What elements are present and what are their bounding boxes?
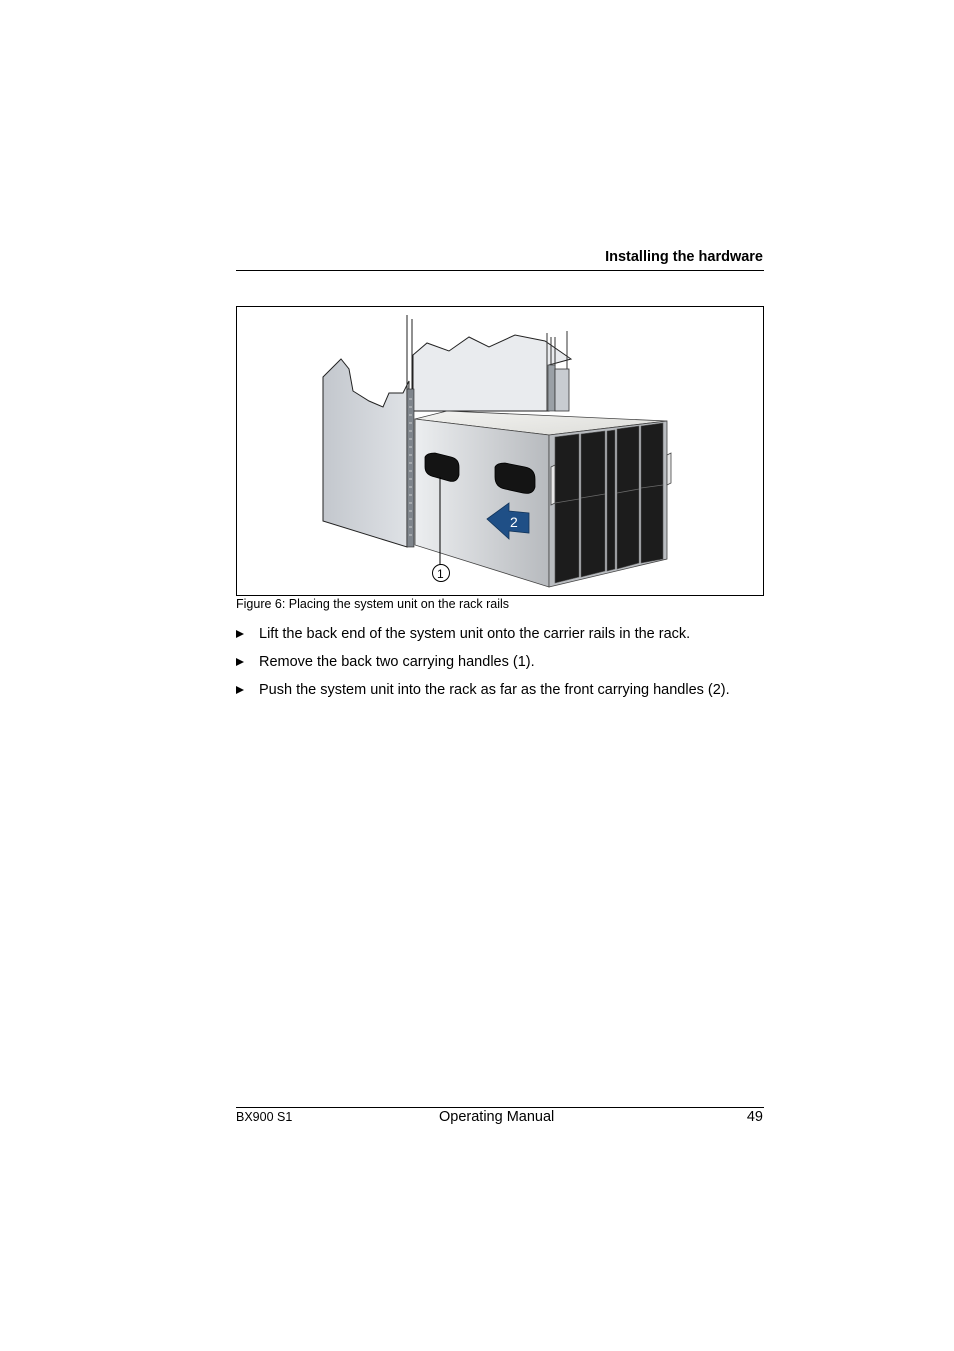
bullet-triangle-icon: [236, 658, 244, 666]
instruction-step: [236, 625, 776, 653]
bullet-triangle-icon: [236, 630, 244, 638]
instruction-step-text: Remove the back two carrying handles (1).: [259, 654, 535, 670]
footer-doc-title: Operating Manual: [439, 1109, 555, 1125]
rack-side-panel: [323, 359, 409, 547]
figure-frame: [236, 306, 764, 596]
instruction-step: [236, 653, 776, 681]
instruction-step-text: Lift the back end of the system unit onto the carrier rails in the rack.: [259, 626, 691, 642]
figure-caption: Figure 6: Placing the system unit on the rack rails: [236, 597, 510, 611]
blade-bays: [555, 423, 663, 583]
front-handle-right: [667, 453, 671, 485]
footer-page-number: 49: [746, 1109, 763, 1125]
header-section-title: Installing the hardware: [605, 249, 763, 265]
callout-2-label: 2: [510, 514, 518, 530]
front-handle-left: [551, 465, 555, 505]
instruction-step-text: Push the system unit into the rack as far as the front carrying handles (2).: [259, 682, 730, 698]
rack-installation-illustration: [237, 307, 763, 595]
callout-1-label: 1: [437, 567, 444, 581]
footer-rule: [236, 1107, 764, 1108]
instruction-step: [236, 681, 776, 709]
footer-product: BX900 S1: [236, 1110, 293, 1124]
bullet-triangle-icon: [236, 686, 244, 694]
chassis-side: [415, 419, 549, 587]
instruction-steps: [236, 625, 776, 709]
header-rule: [236, 270, 764, 271]
